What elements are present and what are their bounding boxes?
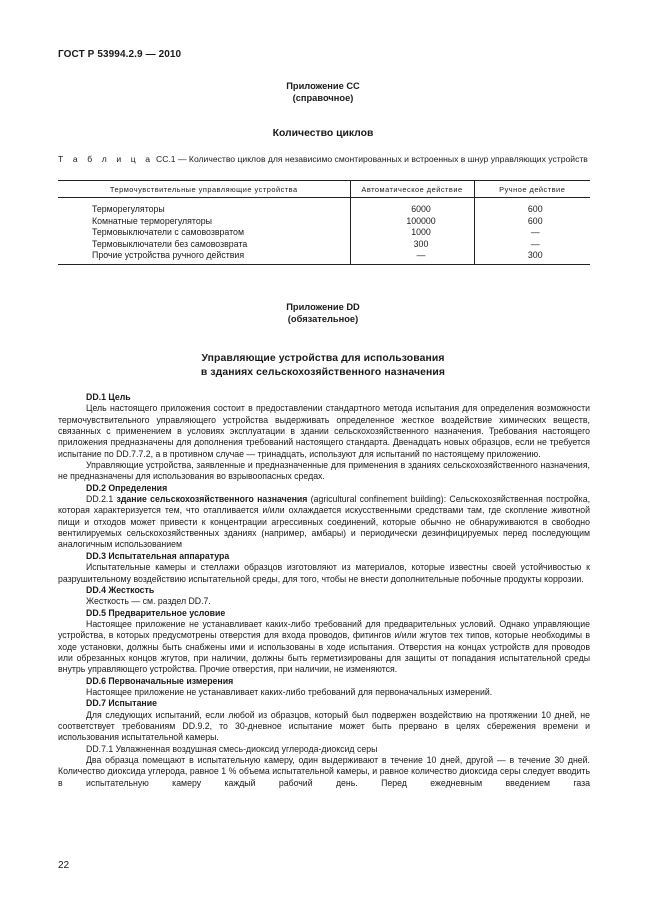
- table-header-cell: Ручное действие: [474, 181, 590, 198]
- paragraph: Испытательные камеры и стеллажи образцов изготовляют из материалов, которые известны своей устойчивостью к разрушительному воздействию испытательной среды, для того, чтобы не внести дополнительные побочные продукты коррозии.: [58, 562, 590, 584]
- table-cell-name: Комнатные терморегуляторы: [92, 215, 212, 226]
- table-row: [58, 227, 590, 239]
- table-row: [58, 239, 590, 251]
- section-heading: DD.4 Жесткость: [86, 584, 155, 595]
- table-cell-auto: 100000: [350, 216, 474, 228]
- table-header-cell: Термочувствительные управляющие устройства: [58, 181, 350, 198]
- paragraph: Жесткость — см. раздел DD.7.: [86, 596, 211, 607]
- definition-paragraph: [58, 494, 590, 551]
- annex-dd-heading: [0, 352, 646, 380]
- paragraph: Цель настоящего приложения состоит в предоставлении стандартного метода испытания для определения возможности термочувствительного управляющего устройства выдерживать определенное жесткое воздействие химических веществ, связанных с применением в условиях эксплуатации в здании сельскохозяйственного назначения. Требования настоящего приложения предназначены для дополнения требований настоящего стандарта. Двенадцать новых образцов, если не требуется испытание по DD.7.7.2, а в противном случае — тринадцать, используют для испытаний по настоящему приложению.: [58, 403, 590, 459]
- paragraph: Настоящее приложение не устанавливает каких-либо требований для первоначальных измерений.: [86, 686, 493, 697]
- table-cell-auto: 1000: [350, 227, 474, 239]
- table-cell-name: Термовыключатели без самовозврата: [92, 238, 248, 249]
- annex-dd-heading-line: в зданиях сельскохозяйственного назначения: [200, 367, 446, 378]
- annex-dd-body: [58, 392, 590, 789]
- table-row: [58, 198, 590, 216]
- section-heading: DD.6 Первоначальные измерения: [86, 675, 234, 686]
- annex-cc-heading: Количество циклов: [272, 128, 374, 139]
- table-header-row: [58, 181, 590, 198]
- table-cell-name: Термовыключатели с самовозвратом: [92, 227, 244, 237]
- section-heading: DD.7 Испытание: [86, 698, 157, 709]
- table-header-cell: Автоматическое действие: [350, 181, 474, 198]
- table-cell-auto: 6000: [350, 198, 474, 216]
- annex-cc-label: [0, 80, 646, 104]
- definition-number: DD.2.1: [86, 494, 114, 505]
- paragraph: DD.7.1 Увлажненная воздушная смесь-диоксид углерода-диоксид серы: [86, 743, 378, 754]
- table-cell-manual: —: [474, 239, 590, 251]
- annex-dd-status: (обязательное): [287, 314, 359, 324]
- paragraph: Для следующих испытаний, если любой из образцов, который был подвержен воздействию на протяжении 10 дней, не соответствует требованиям DD.9.2, то 30-дневное испытание может быть прервано в целях сбережения времени и использования испытательной камеры.: [58, 709, 590, 743]
- table-caption: [58, 154, 588, 165]
- annex-dd-title: Приложение DD: [286, 302, 360, 312]
- standard-header: ГОСТ Р 53994.2.9 — 2010: [58, 49, 182, 60]
- section-heading: DD.1 Цель: [86, 392, 131, 402]
- paragraph: Два образца помещают в испытательную камеру, один выдерживают в течение 10 дней, другой — в течение 30 дней. Количество диоксида углерода, равное 1 % объема испытательной камеры, и равное количество диоксида серы следует вводить в испытательную камеру каждый рабочий день. Перед ежедневным введением газа: [58, 755, 590, 788]
- paragraph: Настоящее приложение не устанавливает каких-либо требований для предварительных условий. Однако управляющие устройства, в которых предусмотрены отверстия для входа проводов, фитингов и/или жгутов тех типов, которые необходимы в ходе установки, должны быть снабжены ими и использованы в ходе испытания. Отверстия на концах устройств для проводов или обрезанных концов жгутов, при наличии, должны быть герметизированы для защиты от попадания испытательной среды внутрь управляющего устройства. Прочие отверстия, при наличии, не изменяются.: [58, 618, 590, 675]
- section-heading: DD.3 Испытательная аппаратура: [86, 550, 230, 561]
- table-cell-auto: —: [350, 250, 474, 264]
- annex-cc-title: Приложение СС: [286, 81, 360, 91]
- table-cell-manual: 300: [474, 250, 590, 264]
- table-cell-manual: 600: [474, 198, 590, 216]
- annex-dd-heading-line: Управляющие устройства для использования: [201, 353, 445, 364]
- definition-term: здание сельскохозяйственного назначения: [116, 494, 308, 505]
- definition-text: (agricultural confinement building): Сельскохозяйственная постройка, которая характеризуется тем, что отапливается и/или охлаждается искусственными средствами там, где скопление животной пищи и отходов может привести к концентрации агрессивных соединений, которые обычно не обнаруживаются в свободно вентилируемых сельскохозяйственных зданиях (например, амбары) и периодически дезинфицируемых перед последующим аналогичным использованием: [58, 494, 591, 550]
- table-caption-text: СС.1 — Количество циклов для независимо смонтированных и встроенных в шнур управляющих устройств: [155, 154, 588, 164]
- table-cell-auto: 300: [350, 239, 474, 251]
- cycles-table: [58, 180, 590, 265]
- section-heading: DD.2 Определения: [86, 482, 168, 493]
- table-cell-name: Прочие устройства ручного действия: [58, 250, 350, 264]
- table-row: [58, 250, 590, 264]
- table-cell-name: Терморегуляторы: [92, 204, 165, 214]
- table-cell-manual: 600: [474, 216, 590, 228]
- annex-cc-status: (справочное): [292, 93, 354, 103]
- page-number: 22: [58, 860, 70, 871]
- annex-dd-label: [0, 301, 646, 325]
- section-heading: DD.5 Предварительное условие: [86, 607, 226, 618]
- table-caption-lead: Т а б л и ц а: [58, 154, 154, 164]
- table-row: [58, 216, 590, 228]
- table-cell-manual: —: [474, 227, 590, 239]
- paragraph: Управляющие устройства, заявленные и предназначенные для применения в зданиях сельскохозяйственного назначения, не предназначены для использования во взрывоопасных средах.: [58, 460, 590, 482]
